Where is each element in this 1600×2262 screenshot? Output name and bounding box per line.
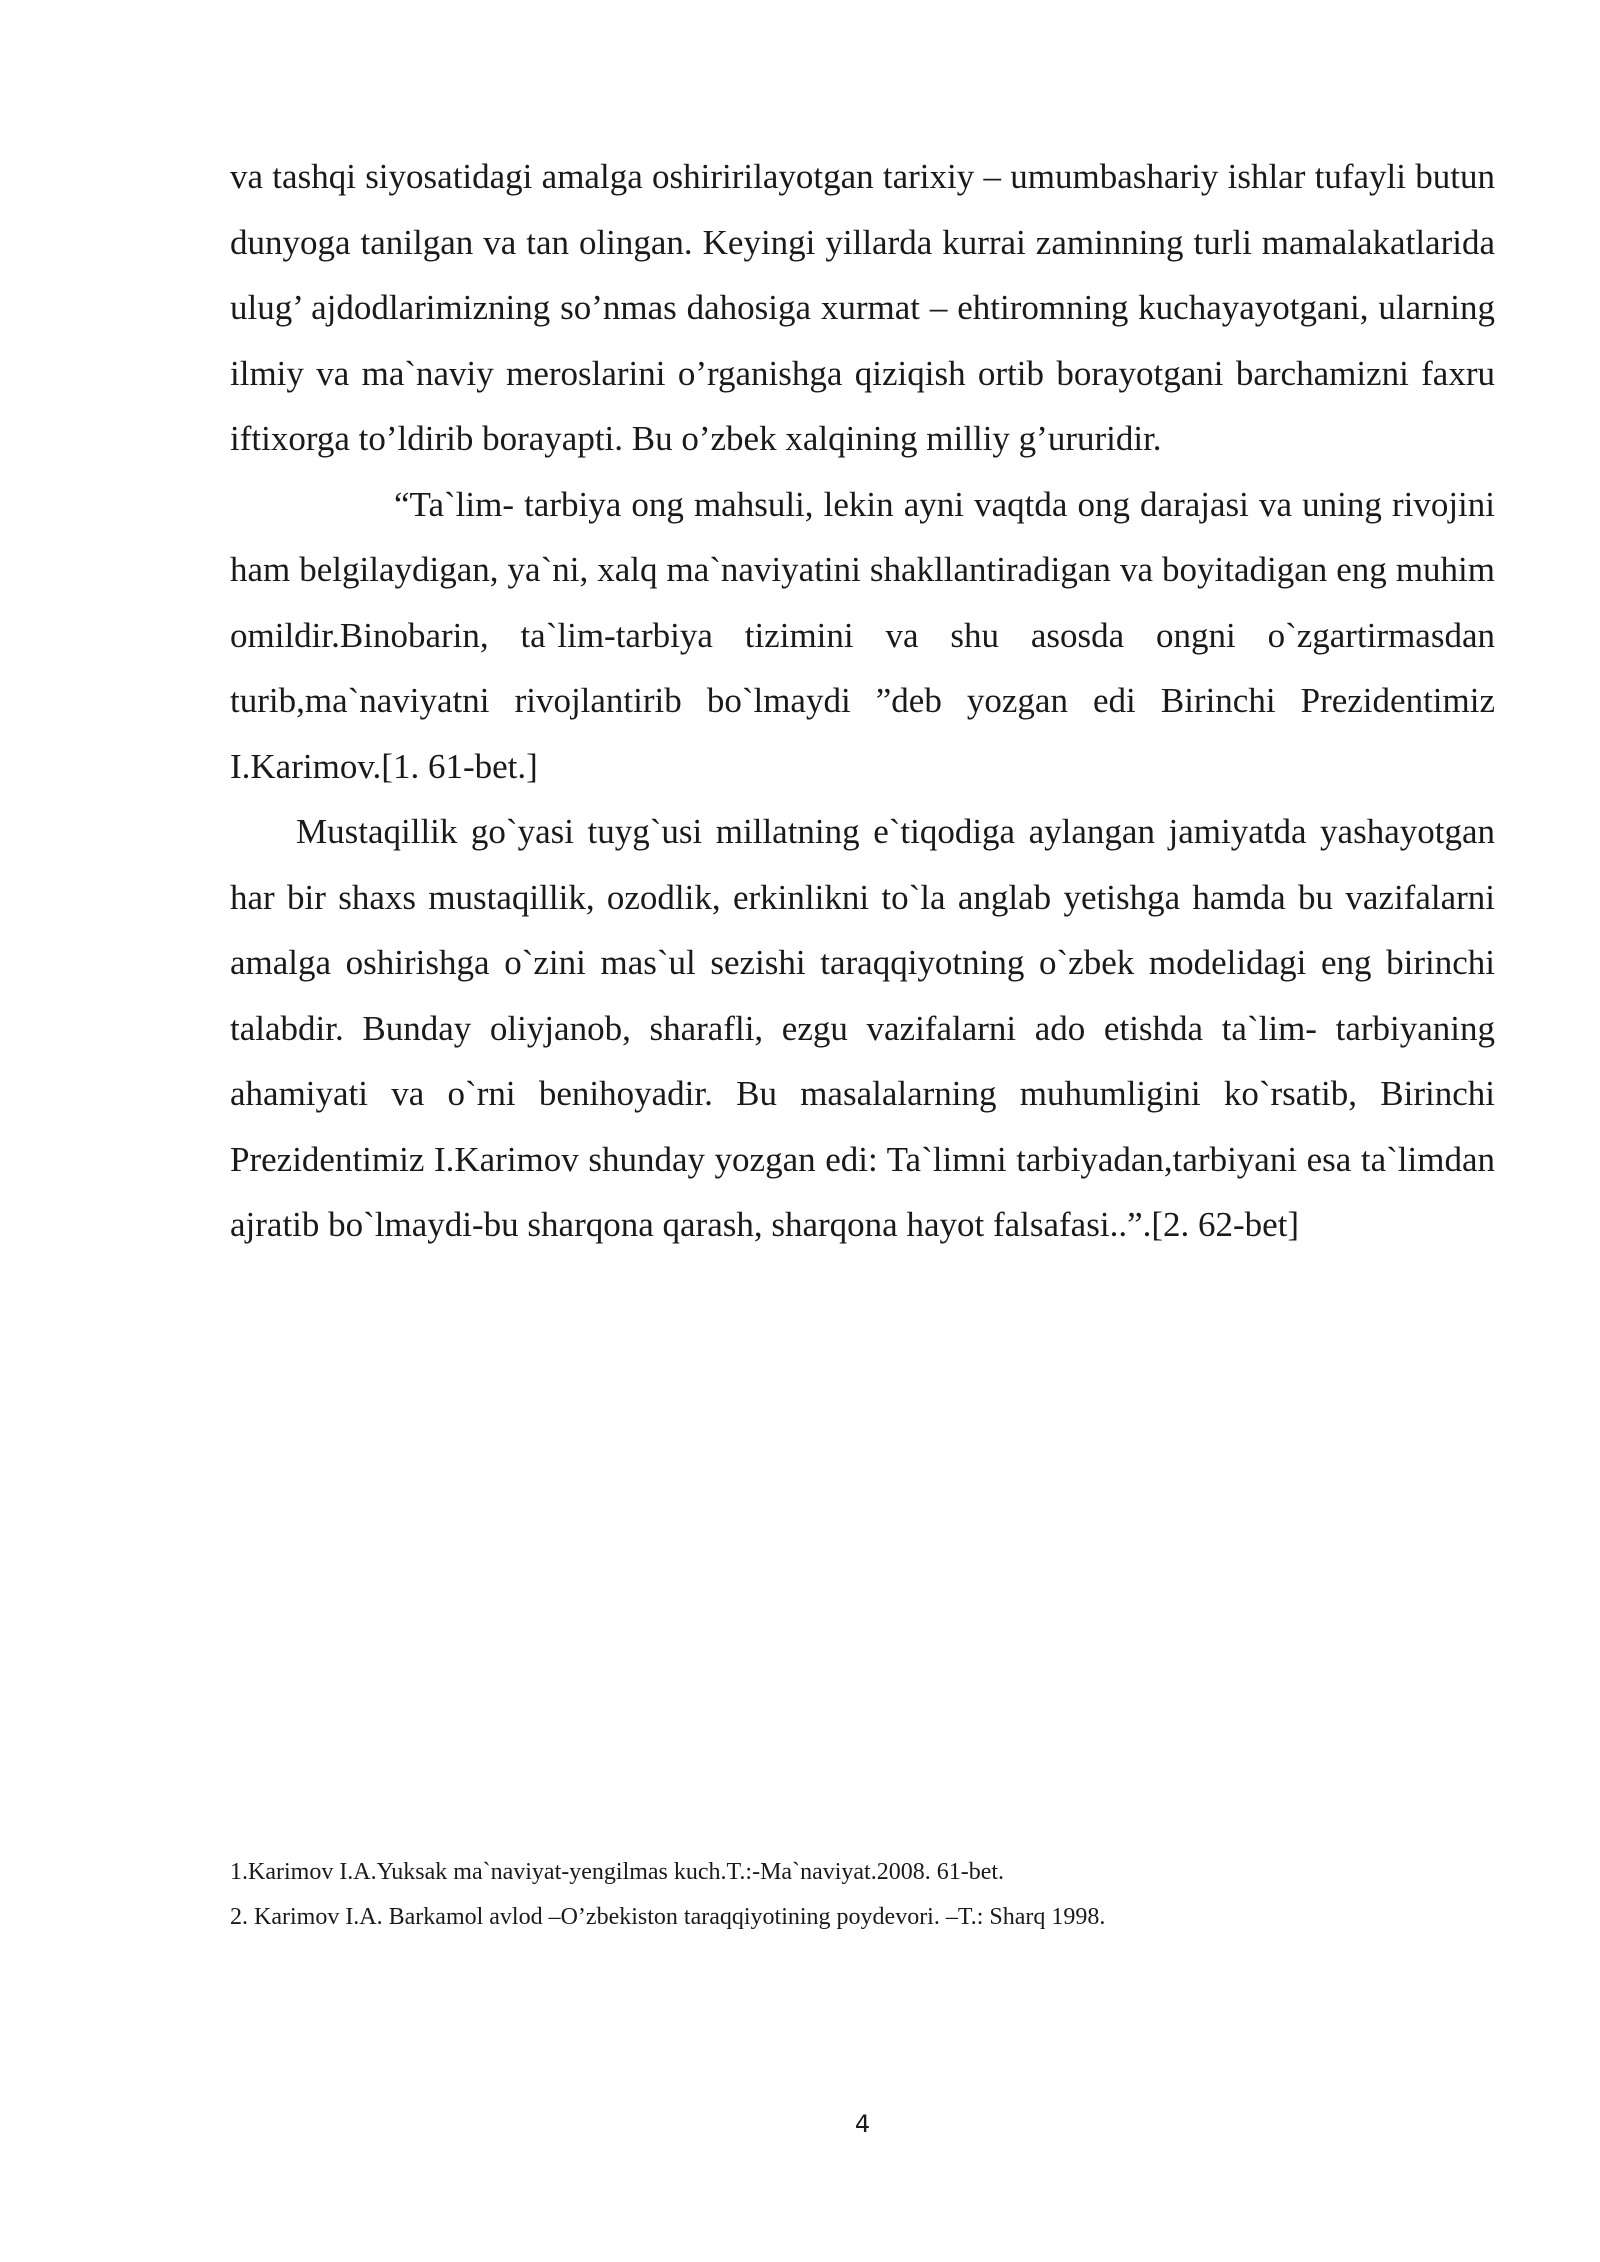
paragraph-2-quote: “Ta`lim- tarbiya ong mahsuli, lekin ayni vaqtda ong darajasi va uning rivojini ham belgilaydigan, ya`ni, xalq ma`naviyatini shakllantiradigan va boyitadigan eng muhim omildir.Binobarin, ta`lim-tarbiya tizimini va shu asosda ongni o`zgartirmasdan turib,ma`naviyatni rivojlantirib bo`lmaydi ”deb yozgan edi Birinchi Prezidentimiz I.Karimov.[1. 61-bet.] (230, 484, 1495, 786)
paragraph-3: Mustaqillik go`yasi tuyg`usi millatning e`tiqodiga aylangan jamiyatda yashayotgan har bir shaxs mustaqillik, ozodlik, erkinlikni to`la anglab yetishga hamda bu vazifalarni amalga oshirishga o`zini mas`ul sezishi taraqqiyotning o`zbek modelidagi eng birinchi talabdir. Bunday oliyjanob, sharafli, ezgu vazifalarni ado etishda ta`lim- tarbiyaning ahamiyati va o`rni benihoyadir. Bu masalalarning muhumligini ko`rsatib, Birinchi Prezidentimiz I.Karimov shunday yozgan edi: Ta`limni tarbiyadan,tarbiyani esa ta`limdan ajratib bo`lmaydi-bu sharqona qarash, sharqona hayot falsafasi..”.[2. 62-bet] (230, 812, 1495, 1244)
paragraph-1: va tashqi siyosatidagi amalga oshiririlayotgan tarixiy – umumbashariy ishlar tufayli butun dunyoga tanilgan va tan olingan. Keyingi yillarda kurrai zaminning turli mamalakatlarida ulug’ ajdodlarimizning so’nmas dahosiga xurmat – ehtiromning kuchayayotgani, ularning ilmiy va ma`naviy meroslarini o’rganishga qiziqish ortib borayotgani barchamizni faxru iftixorga to’ldirib borayapti. Bu o’zbek xalqining milliy g’ururidir. (230, 157, 1495, 458)
body-text (230, 144, 1495, 1258)
footnotes (230, 1850, 1495, 1940)
footnote-1: 1.Karimov I.A.Yuksak ma`naviyat-yengilmas kuch.T.:-Ma`naviyat.2008. 61-bet. (230, 1859, 1005, 1885)
page-number: 4 (854, 2110, 871, 2138)
footnote-2: 2. Karimov I.A. Barkamol avlod –O’zbekiston taraqqiyotining poydevori. –T.: Sharq 1998. (230, 1904, 1106, 1930)
